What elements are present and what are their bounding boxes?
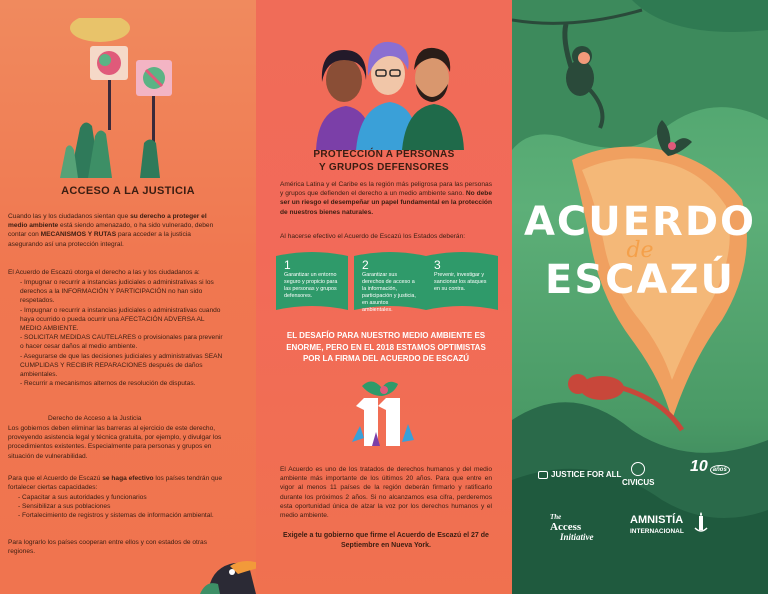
- flag-card: [276, 252, 348, 316]
- flag-card: [426, 252, 498, 316]
- subheading: [8, 408, 224, 423]
- section-heading: ACCESO A LA JUSTICIA: [61, 185, 195, 197]
- right-panel: [512, 0, 768, 594]
- call-to-action: Exigele a tu gobierno que firme el Acuerdo de Escazú el 27 de Septiembre en Nueva York.: [283, 532, 489, 549]
- flag-number: 3: [434, 258, 441, 272]
- list-item: - Impugnar o recurrir a instancias judiciales o administrativas si los derechos a la INFORMACIÓN Y PARTICIPACIÓN no han sido respetados.: [20, 279, 214, 305]
- text-span: se haga efectivo: [102, 475, 154, 482]
- anniversary-number: 10: [690, 458, 708, 475]
- anniversary-text: años: [710, 465, 730, 475]
- region-paragraph: [280, 180, 492, 217]
- flag-text: Prevenir, investigar y sancionar los ataques en su contra.: [434, 272, 487, 292]
- rights-paragraph: El Acuerdo de Escazú otorga el derecho a las y los ciudadanos a:: [8, 269, 200, 276]
- flag-text: Garantizar un entorno seguro y propicio para las personas y grupos defensores.: [284, 272, 338, 299]
- capacity-list: [8, 493, 224, 521]
- logo-text: AMNISTÍA: [630, 514, 684, 526]
- heading-line: Y GRUPOS DEFENSORES: [319, 162, 449, 173]
- flag-text: Garantizar sus derechos de acceso a la información, participación y justicia, en asuntos ambientales.: [362, 272, 416, 313]
- justice-paragraph: Los gobiernos deben eliminar las barreras al ejercicio de este derecho, proveyendo asistencia legal y técnica gratuita, por ejemplo, y divulgar los procedimientos existentes. Especialmente para personas y grupos en situación de vulnerabilidad.: [8, 425, 222, 460]
- rights-list: [10, 278, 224, 388]
- text-span: MECANISMOS Y RUTAS: [40, 231, 117, 239]
- logo-text: The: [550, 513, 562, 521]
- treaty-paragraph: El Acuerdo es uno de los tratados de derechos humanos y del medio ambiente más importante de los últimos 20 años. Para que entre en vigor al menos 11 países de la región deberán firmarlo y ratificarlo durante los próximos 2 años. Si no alcanzamos esa cifra, perderemos esta oportunidad única de alzar la voz por los derechos humanos y el medio ambiente.: [280, 466, 492, 520]
- text-span: Para que el Acuerdo de Escazú: [8, 475, 103, 482]
- logo-text: Initiative: [560, 532, 594, 542]
- flag-number: 2: [362, 258, 369, 272]
- cooperation-paragraph: Para lograrlo los países cooperan entre ellos y con estados de otras regiones.: [8, 539, 208, 556]
- protest-illustration: [60, 18, 200, 178]
- logo-text: JUSTICE FOR ALL: [551, 470, 622, 479]
- intro-paragraph: [8, 212, 224, 249]
- flag-number: 1: [284, 258, 291, 272]
- logo-text: CIVICUS: [622, 478, 655, 487]
- capacity-paragraph: [8, 474, 224, 492]
- list-item: - SOLICITAR MEDIDAS CAUTELARES o provisionales para prevenir o hacer cesar daños al medio ambiente.: [20, 334, 223, 351]
- amnistia-logo: [630, 514, 684, 538]
- eleven-illustration: [342, 376, 422, 452]
- list-item: - Impugnar o recurrir a instancias judiciales o administrativas cuando haya ocurrido o pueda ocurrir una AFECTACIÓN ADVERSA AL MEDIO AMBIENTE.: [20, 306, 221, 333]
- text-span: Cuando las y los ciudadanos sientan que: [8, 213, 131, 220]
- list-item: - Asegurarse de que las decisiones judiciales y administrativas SEAN CUMPLIDAS Y RECIBIR REPARACIONES después de daños ambientales.: [20, 352, 223, 379]
- logo-text: Access: [550, 521, 582, 533]
- title-line-1: ACUERDO: [523, 199, 757, 245]
- left-panel: [0, 0, 256, 594]
- title-line-2: ESCAZÚ: [545, 257, 735, 303]
- states-paragraph: Al hacerse efectivo el Acuerdo de Escazú los Estados deberán:: [280, 233, 466, 240]
- list-item: - Recurrir a mecanismos alternos de resolución de disputas.: [20, 380, 196, 388]
- civicus-icon: [631, 462, 645, 476]
- subhead-text: Derecho de Acceso a la Justicia: [48, 415, 142, 422]
- text-span: está siendo amenazado, o ha sido vulnerado, deben contar con: [8, 222, 214, 239]
- logo-text: INTERNACIONAL: [630, 528, 684, 535]
- text-span: para acceder a la justicia asegurando así una protección integral.: [8, 231, 191, 248]
- text-span: los países tendrán que fortalecer ciertas capacidades:: [8, 475, 223, 492]
- challenge-statement: EL DESAFÍO PARA NUESTRO MEDIO AMBIENTE ES ENORME, PERO EN EL 2018 ESTAMOS OPTIMISTAS POR LA FIRMA DEL ACUERDO DE ESCAZÚ: [286, 331, 486, 363]
- heading-line: PROTECCIÓN A PERSONAS: [313, 149, 455, 160]
- middle-panel: [256, 0, 512, 594]
- list-item: - Fortalecimiento de registros y sistemas de información ambiental.: [18, 512, 214, 520]
- access-initiative-logo: [550, 512, 594, 542]
- anniversary-logo: [690, 458, 730, 476]
- text-span: su derecho a proteger el medio ambiente: [8, 213, 207, 230]
- flag-card: [354, 252, 426, 316]
- justice-for-all-logo: [538, 470, 621, 479]
- cover-title: [512, 200, 768, 302]
- civicus-logo: [622, 462, 654, 487]
- text-span: América Latina y el Caribe es la región más peligrosa para las personas y grupos que defienden el derecho a un medio ambiente sano.: [280, 181, 492, 198]
- defenders-illustration: [306, 20, 466, 150]
- jfa-icon: [538, 471, 548, 479]
- candle-icon: [694, 512, 708, 536]
- section-heading: [256, 148, 512, 174]
- text-span: No debe ser un riesgo el desempeñar un papel fundamental en la protección de nuestros bienes naturales.: [280, 190, 492, 216]
- title-connector: de: [626, 238, 654, 263]
- list-item: - Capacitar a sus autoridades y funcionarios: [18, 494, 147, 501]
- list-item: - Sensibilizar a sus poblaciones: [18, 503, 111, 511]
- toucan-illustration: [200, 540, 256, 594]
